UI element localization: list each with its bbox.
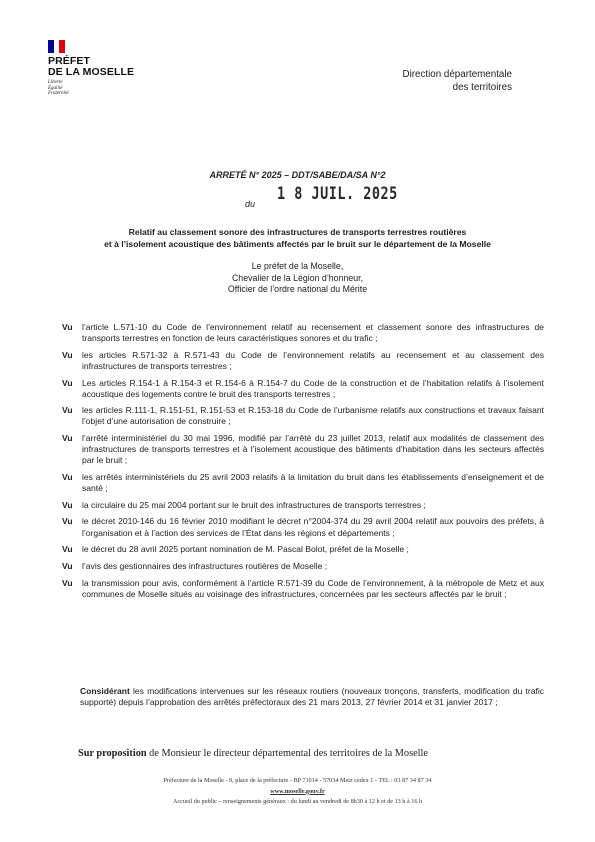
vu-text: l’arrêté interministériel du 30 mai 1996, modifié par l’arrêté du 23 juillet 2013, relatif aux modalités de classement des infrastructures de transports terrestres et à l’isolement acoustique des bâtiments d’habitation dans les secteurs affectés par le bruit ; <box>82 433 544 466</box>
vu-word: Vu <box>62 322 73 332</box>
proposition-line <box>78 748 428 759</box>
vu-word: Vu <box>62 577 73 588</box>
direction-line-1: Direction départementale <box>402 69 512 80</box>
vu-text: les articles R.571-32 à R.571-43 du Code de l’environnement relatifs au recensement et au classement des infrastructures de transports terrestres ; <box>82 349 544 371</box>
footer-address: Préfecture de la Moselle - 9, place de la préfecture - BP 71014 - 57034 Metz cedex 1 - TEL : 03 87 34 87 34 <box>163 777 432 784</box>
flag-red-stripe <box>59 40 65 53</box>
vu-text: l’article L.571-10 du Code de l’environnement relatif au recensement et classement sonore des infrastructures de transports terrestres en fonction de leurs caractéristiques sonores et du trafic ; <box>82 322 544 344</box>
prefet-titles <box>0 261 595 296</box>
prefet-title-line-1: Le préfet de la Moselle, <box>251 261 344 271</box>
vu-item <box>62 544 544 555</box>
vu-item <box>62 500 544 511</box>
devise-liberte: Liberté <box>48 80 63 85</box>
vu-text: le décret du 28 avril 2025 portant nomination de M. Pascal Bolot, préfet de la Moselle ; <box>82 544 409 555</box>
relatif-heading <box>0 226 595 250</box>
vu-item <box>62 516 544 538</box>
vu-word: Vu <box>62 499 73 510</box>
considerant-text: les modifications intervenues sur les réseaux routiers (nouveaux tronçons, transferts, modification du trafic supporté) depuis l’approbation des arrêtés préfectoraux des 21 mars 2013, 27 février 2014 et 31 janvier 2017 ; <box>80 686 544 708</box>
page-footer <box>0 776 595 808</box>
marianne-flag-icon <box>48 40 65 53</box>
vu-item <box>62 472 544 494</box>
relatif-line-2: et à l’isolement acoustique des bâtiments affectés par le bruit sur le département de la Moselle <box>104 239 491 249</box>
direction-header <box>403 68 512 94</box>
devise-fraternite: Fraternité <box>48 91 69 97</box>
vu-item <box>62 322 544 344</box>
vu-word: Vu <box>62 377 73 388</box>
proposition-rest: de Monsieur le directeur départemental des territoires de la Moselle <box>146 748 428 759</box>
prefet-title-line-2: Chevalier de la Légion d’honneur, <box>231 272 364 283</box>
prefet-line-1: PRÉFET <box>48 55 91 67</box>
vu-item <box>62 561 544 572</box>
relatif-line-1: Relatif au classement sonore des infrastructures de transports terrestres routières <box>128 227 467 237</box>
prefet-line-2: DE LA MOSELLE <box>48 66 135 78</box>
arrete-date <box>245 184 398 211</box>
vu-word: Vu <box>62 544 73 555</box>
vu-text: la circulaire du 25 mai 2004 portant sur le bruit des infrastructures de transports terrestres ; <box>82 499 426 510</box>
prefet-title-line-3: Officier de l’ordre national du Mérite <box>227 284 368 294</box>
vu-item <box>62 378 544 400</box>
direction-line-2: des territoires <box>452 82 512 93</box>
arrete-title: ARRETÉ N° 2025 – DDT/SABE/DA/SA N°2 <box>209 170 386 180</box>
date-stamp: 1 8 JUIL. 2025 <box>277 184 398 204</box>
vu-list <box>62 322 544 605</box>
footer-hours: Accueil du public – renseignements généraux : du lundi au vendredi de 8h30 à 12 h et de 13 h à 16 h <box>172 798 423 806</box>
vu-word: Vu <box>62 516 73 527</box>
vu-text: les arrêtés interministériels du 25 avril 2003 relatifs à la limitation du bruit dans les établissements d’enseignement et de santé ; <box>82 472 544 494</box>
devise <box>48 80 148 97</box>
vu-word: Vu <box>62 472 73 482</box>
vu-item <box>62 350 544 372</box>
vu-word: Vu <box>62 433 73 444</box>
vu-text: Les articles R.154-1 à R.154-3 et R.154-6 à R.154-7 du Code de la construction et de l’habitation relatifs à l’isolement acoustique des logements contre le bruit des transports terrestres ; <box>82 377 544 399</box>
vu-word: Vu <box>62 349 73 360</box>
vu-word: Vu <box>62 560 73 571</box>
date-du-label: du <box>245 199 256 209</box>
vu-item <box>62 405 544 427</box>
vu-text: la transmission pour avis, conformément à l’article R.571-39 du Code de l’environnement, à la métropole de Metz et aux communes de Moselle situés au voisinage des infrastructures, concernées par les secteurs affectés par le bruit ; <box>82 577 544 599</box>
footer-website-link[interactable]: www.moselle.gouv.fr <box>270 787 325 795</box>
vu-item <box>62 433 544 466</box>
vu-item <box>62 578 544 600</box>
devise-egalite: Égalité <box>48 85 63 91</box>
considerant-paragraph <box>80 686 544 708</box>
prefecture-logo <box>48 40 148 97</box>
vu-text: les articles R.111-1, R.151-51, R.151-53 et R.153-18 du Code de l’urbanisme relatifs aux constructions et travaux faisant l’objet d’une autorisation de construire ; <box>82 405 544 427</box>
vu-word: Vu <box>62 405 73 416</box>
vu-text: le décret 2010-146 du 16 février 2010 modifiant le décret n°2004-374 du 29 avril 2004 relatif aux pouvoirs des préfets, à l’organisation et à l’action des services de l’État dans les régions et départements ; <box>82 516 544 538</box>
proposition-bold: Sur proposition <box>78 748 147 759</box>
considerant-word: Considérant <box>80 686 130 696</box>
vu-text: l’avis des gestionnaires des infrastructures routières de Moselle ; <box>82 560 328 571</box>
